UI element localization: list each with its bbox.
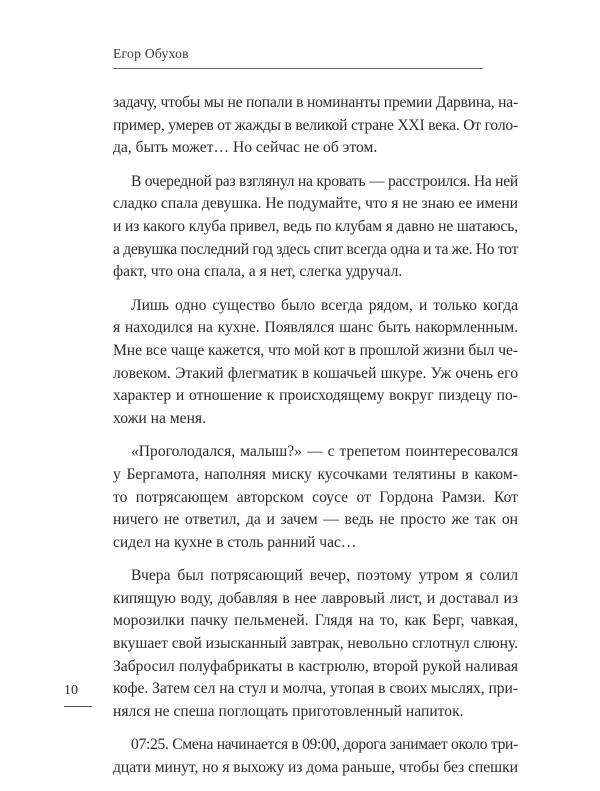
paragraph [113,92,518,160]
paragraph [113,734,518,779]
paragraph [113,171,518,284]
text-line: ничего не ответил, да и зачем — ведь не просто же так он [113,511,518,529]
text-line: то потрясающем авторском соусе от Гордона Рамзи. Кот [113,488,518,506]
text-line: нялся не спеша поглощать приготовленный напиток. [113,702,464,720]
text-line: и из какого клуба привел, ведь по клубам я давно не шатаюсь, [113,217,518,235]
text-line: хожи на меня. [113,409,206,427]
text-line: я находился на кухне. Появлялся шанс быть накормленным. [113,319,518,337]
text-line: сидел на кухне в столь ранний час… [113,533,357,551]
paragraph [113,295,518,431]
paragraph [113,565,518,723]
text-line: характер и отношение к происходящему вокруг пиздецу по- [113,387,518,405]
text-line: Мне все чаще кажется, что мой кот в прошлой жизни был че- [113,341,518,359]
text-line: 07:25. Смена начинается в 09:00, дорога занимает около три- [131,736,518,754]
text-line: В очередной раз взглянул на кровать — расстроился. На ней [131,172,518,190]
text-line: «Проголодался, малыш?» — с трепетом поинтересовался [131,443,518,461]
text-line: Лишь одно существо было всегда рядом, и только когда [131,296,518,314]
text-line: пример, умерев от жажды в великой стране XXI века. От голо- [113,116,518,134]
text-line: а девушка последний год здесь спит всегда одна и та же. Но тот [113,240,518,258]
text-line: сладко спала девушка. Не подумайте, что я не знаю ее имени [113,195,518,213]
page-number: 10 [64,683,78,698]
text-line: у Бергамота, наполняя миску кусочками телятины в каком- [113,465,518,483]
text-line: ловеком. Этакий флегматик в кошачьей шкуре. Уж очень его [113,364,518,382]
paragraph [113,441,518,554]
footer-rule [64,706,92,707]
text-line: кофе. Затем сел на стул и молча, утопая в своих мыслях, при- [113,680,518,698]
text-line: Вчера был потрясающий вечер, поэтому утром я солил [131,567,518,585]
text-line: кипящую воду, добавляя в нее лавровый лист, и доставал из [113,589,518,607]
text-line: Забросил полуфабрикаты в кастрюлю, второй рукой наливая [113,657,518,675]
text-line: морозилки пачку пельменей. Глядя на то, как Берг, чавкая, [113,612,518,630]
text-line: дцати минут, но я выхожу из дома раньше, чтобы без спешки [113,759,518,777]
text-line: факт, что она спала, а я нет, слегка удручал. [113,263,403,281]
header-rule [113,68,483,69]
text-line: задачу, чтобы мы не попали в номинанты премии Дарвина, на- [113,94,518,111]
text-line: вкушает свой изысканный завтрак, невольно сглотнул слюну. [113,635,518,653]
body-text [113,92,518,791]
text-line: да, быть может… Но сейчас не об этом. [113,139,378,157]
running-head-author: Егор Обухов [113,46,189,61]
